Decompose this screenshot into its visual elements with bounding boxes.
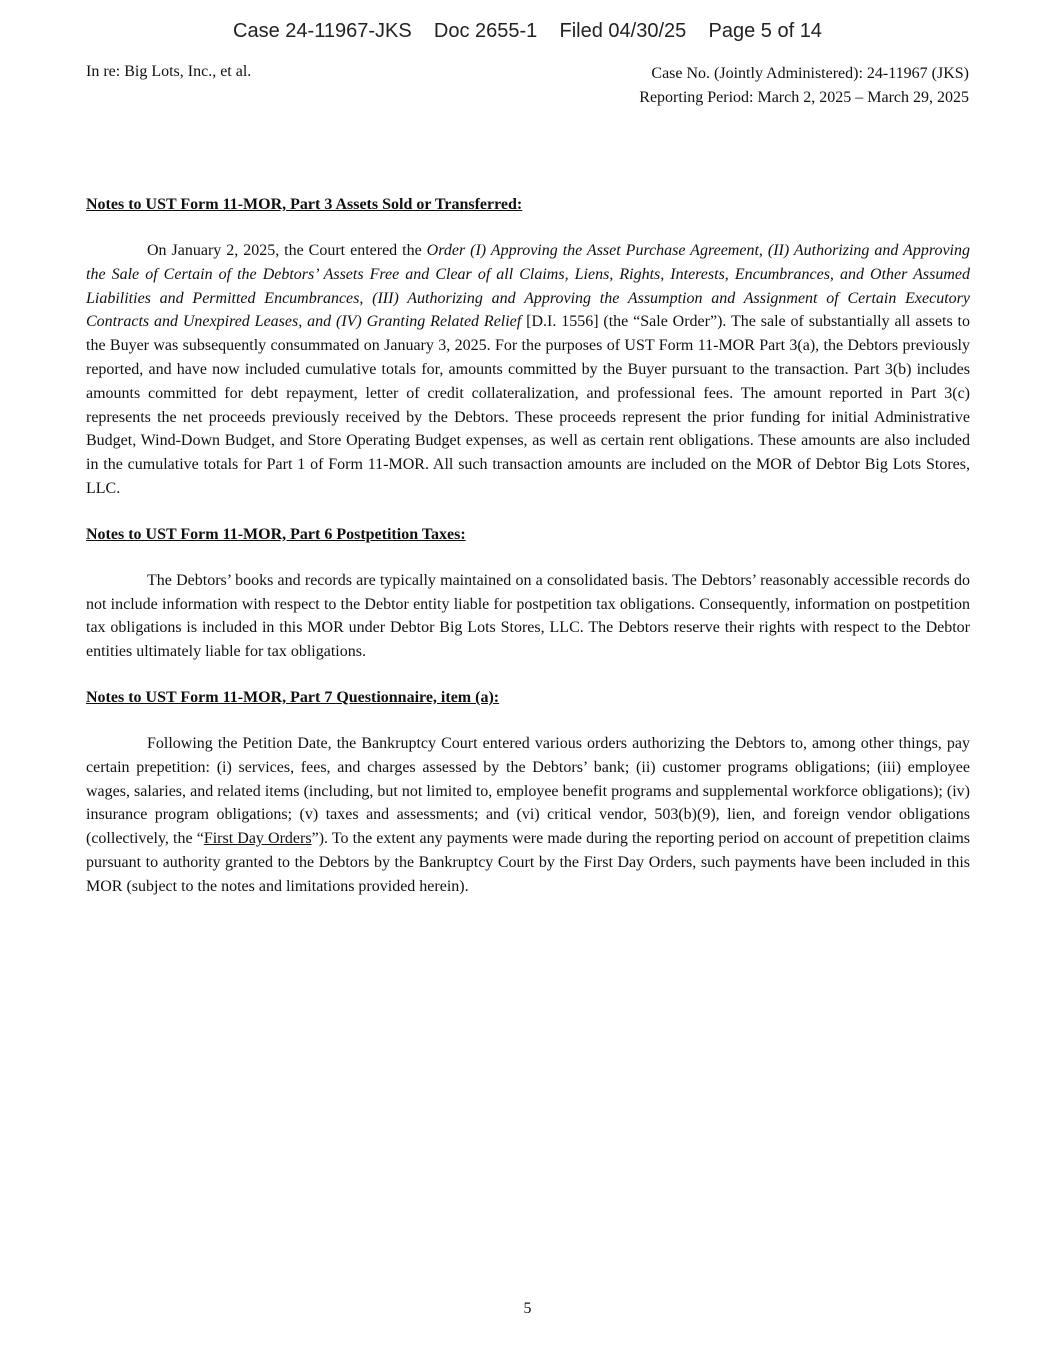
section-heading-part6: Notes to UST Form 11-MOR, Part 6 Postpetition Taxes: [86,525,466,543]
paragraph-after-term: ”). To the extent any payments were made during the reporting period on account of prepetition claims pursuant to authority granted to the Debtors by the Bankruptcy Court by the First Day Orders, such payments have been included in this MOR (subject to the notes and limitations provided herein). [86,830,971,895]
page-number: 5 [523,1300,532,1317]
case-caption: In re: Big Lots, Inc., et al. [86,63,252,80]
paragraph-before-term: Following the Petition Date, the Bankruptcy Court entered various orders authorizing the Debtors to, among other things, pay certain prepetition: (i) services, fees, and charges assessed by the Debtors’ bank; (ii) customer programs obligations; (iii) employee wages, salaries, and related items (including, but not limited to, employee benefit programs and supplemental workforce obligations); (iv) insurance program obligations; (v) taxes and assessments; and (vi) critical vendor, 503(b)(9), lien, and foreign vendor obligations (collectively, the “ [86,734,970,848]
paragraph-intro: On January 2, 2025, the Court entered the [147,242,427,259]
section-paragraph-part7 [86,732,970,899]
document-body [86,195,970,923]
section-paragraph-part3 [86,239,970,501]
defined-term-first-day-orders: First Day Orders [203,830,312,848]
court-filing-stamp: Case 24-11967-JKS Doc 2655-1 Filed 04/30/25 Page 5 of 14 [233,20,822,42]
order-title: Order (I) Approving the Asset Purchase Agreement, (II) Authorizing and Approving the Sale of Certain of the Debtors’ Assets Free and Clear of all Claims, Liens, Rights, Interests, Encumbrances, and Other Assumed Liabilities and Permitted Encumbrances, (III) Authorizing and Approving the Assumption and Assignment of Certain Executory Contracts and Unexpired Leases, and (IV) Granting Related Relief [86,242,971,331]
reporting-period: Reporting Period: March 2, 2025 – March 29, 2025 [639,89,969,106]
section-heading-part3: Notes to UST Form 11-MOR, Part 3 Assets Sold or Transferred: [86,196,523,213]
section-heading-part7: Notes to UST Form 11-MOR, Part 7 Questionnaire, item (a): [86,688,500,706]
case-number: Case No. (Jointly Administered): 24-11967 (JKS) [651,65,969,82]
case-info-block [639,62,969,110]
paragraph-rest: [D.I. 1556] (the “Sale Order”). The sale of substantially all assets to the Buyer was subsequently consummated on January 3, 2025. For the purposes of UST Form 11-MOR Part 3(a), the Debtors previously reported, and have now included cumulative totals for, amounts committed by the Buyer pursuant to the transaction. Part 3(b) includes amounts committed for debt repayment, letter of credit collateralization, and professional fees. The amount reported in Part 3(c) represents the net proceeds previously received by the Debtors. These proceeds represent the prior funding for initial Administrative Budget, Wind-Down Budget, and Store Operating Budget expenses, as well as certain rent obligations. These amounts are also included in the cumulative totals for Part 1 of Form 11-MOR. All such transaction amounts are included on the MOR of Debtor Big Lots Stores, LLC. [86,313,970,497]
section-paragraph-part6: The Debtors’ books and records are typically maintained on a consolidated basis. The Debtors’ reasonably accessible records do not include information with respect to the Debtor entity liable for postpetition tax obligations. Consequently, information on postpetition tax obligations is included in this MOR under Debtor Big Lots Stores, LLC. The Debtors reserve their rights with respect to the Debtor entities ultimately liable for tax obligations. [86,571,970,661]
